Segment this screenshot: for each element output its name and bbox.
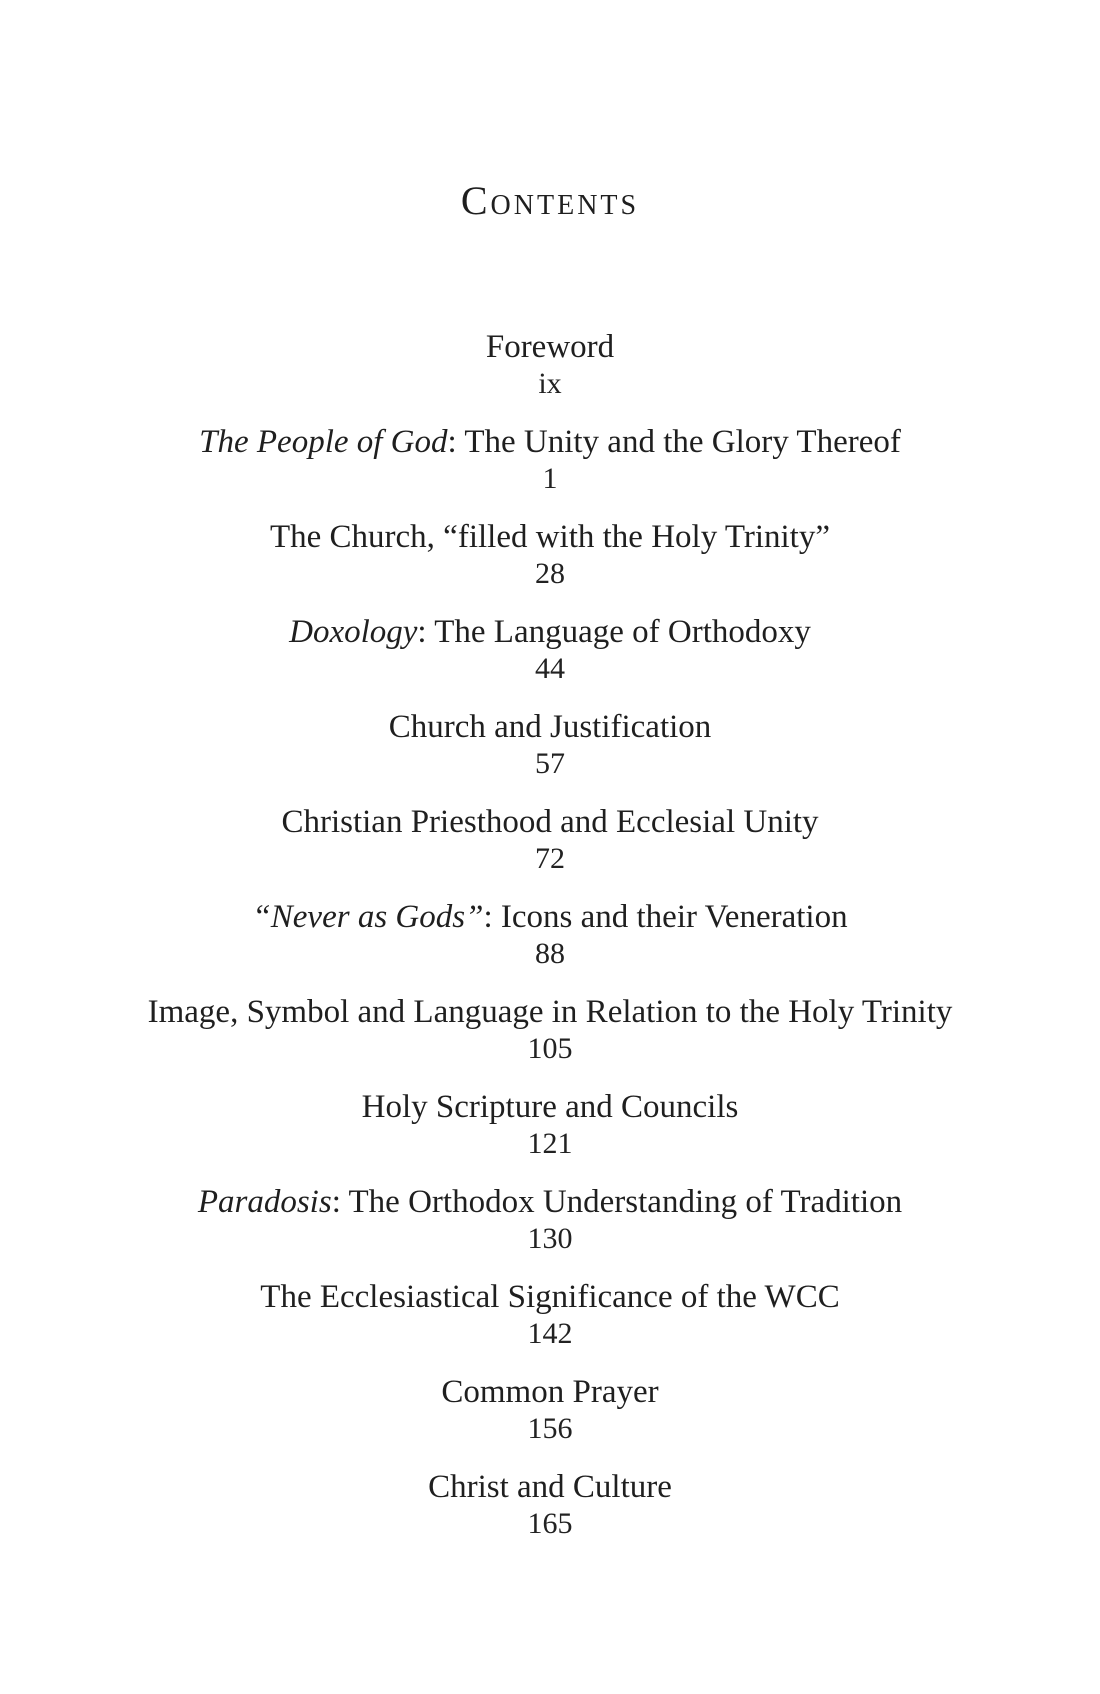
toc-entry-title bbox=[0, 1373, 1100, 1411]
toc-entry-page-number: 165 bbox=[527, 1507, 573, 1540]
toc-entry-title-italic: Paradosis bbox=[197, 1184, 332, 1220]
toc-entry-title-text: : Icons and their Veneration bbox=[483, 899, 848, 935]
toc-entry bbox=[0, 423, 1100, 518]
toc-entry-title-text: Foreword bbox=[485, 329, 615, 365]
toc-entry-title-text: The Church, “filled with the Holy Trinity” bbox=[269, 519, 831, 555]
toc-entry bbox=[0, 1183, 1100, 1278]
toc-entry-page-number: 57 bbox=[535, 747, 565, 780]
toc-entry-title-text: Christ and Culture bbox=[428, 1469, 672, 1505]
toc-entry-page-number: 156 bbox=[527, 1412, 573, 1445]
toc-entry-title bbox=[0, 1088, 1100, 1126]
toc-entry-title-text: Church and Justification bbox=[388, 709, 712, 745]
toc-entry-page-number: 88 bbox=[535, 937, 565, 970]
toc-entry-title-text: : The Orthodox Understanding of Tradition bbox=[331, 1184, 903, 1220]
toc-entry-title-italic: Doxology bbox=[289, 614, 418, 650]
toc-entry-page-number: 130 bbox=[527, 1222, 573, 1255]
toc-entry-title-text: Image, Symbol and Language in Relation to the Holy Trinity bbox=[147, 994, 953, 1030]
toc-entry-title-italic: “Never as Gods” bbox=[252, 899, 484, 935]
toc-entry-title-text: The Ecclesiastical Significance of the WCC bbox=[260, 1279, 840, 1315]
toc-entry-page-number: 121 bbox=[527, 1127, 573, 1160]
toc-entry-title-text: : The Language of Orthodoxy bbox=[417, 614, 811, 650]
toc-entry-title bbox=[0, 708, 1100, 746]
table-of-contents bbox=[0, 328, 1100, 1563]
toc-entry-title bbox=[0, 613, 1100, 651]
toc-entry bbox=[0, 1373, 1100, 1468]
toc-entry-title-text: : The Unity and the Glory Thereof bbox=[447, 424, 901, 460]
toc-entry-page-number: 105 bbox=[527, 1032, 573, 1065]
toc-entry-title-text: Christian Priesthood and Ecclesial Unity bbox=[281, 804, 819, 840]
toc-entry-title-text: Holy Scripture and Councils bbox=[361, 1089, 739, 1125]
toc-entry bbox=[0, 993, 1100, 1088]
toc-entry-title bbox=[0, 898, 1100, 936]
toc-entry bbox=[0, 898, 1100, 993]
toc-entry-title bbox=[0, 1468, 1100, 1506]
toc-entry-title bbox=[0, 1278, 1100, 1316]
toc-entry-title-text: Common Prayer bbox=[441, 1374, 659, 1410]
toc-entry bbox=[0, 1468, 1100, 1563]
toc-entry bbox=[0, 803, 1100, 898]
toc-entry-title bbox=[0, 518, 1100, 556]
toc-entry-page-number: 142 bbox=[527, 1317, 573, 1350]
toc-entry-page-number: 1 bbox=[542, 462, 558, 495]
toc-entry-page-number: 44 bbox=[535, 652, 565, 685]
toc-entry-page-number: 72 bbox=[535, 842, 565, 875]
toc-entry-title bbox=[0, 423, 1100, 461]
toc-entry-title bbox=[0, 1183, 1100, 1221]
toc-entry bbox=[0, 328, 1100, 423]
toc-entry-title bbox=[0, 993, 1100, 1031]
toc-entry bbox=[0, 613, 1100, 708]
toc-entry-page-number: 28 bbox=[535, 557, 565, 590]
toc-entry bbox=[0, 1278, 1100, 1373]
toc-entry-page-number: ix bbox=[538, 367, 562, 400]
toc-entry-title-italic: The People of God bbox=[199, 424, 448, 460]
toc-entry-title bbox=[0, 803, 1100, 841]
toc-entry bbox=[0, 1088, 1100, 1183]
toc-entry bbox=[0, 518, 1100, 613]
toc-entry bbox=[0, 708, 1100, 803]
toc-entry-title bbox=[0, 328, 1100, 366]
page-title: Contents bbox=[460, 178, 640, 223]
